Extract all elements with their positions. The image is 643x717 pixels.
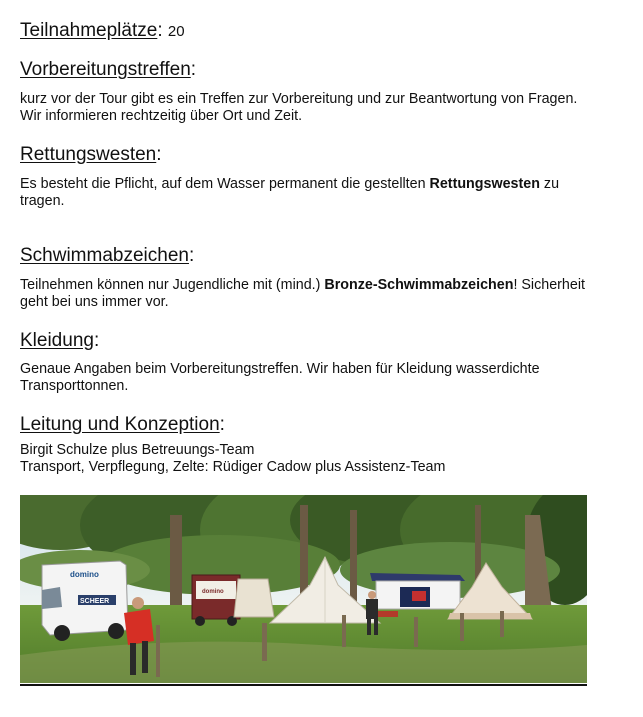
swimming-text-after: ! Sicherheit geht bei uns immer vor. bbox=[20, 277, 585, 310]
camp-photo bbox=[20, 495, 587, 683]
van bbox=[42, 561, 128, 641]
awning bbox=[370, 573, 465, 609]
leadership-heading-text: Leitung und Konzeption bbox=[20, 414, 220, 435]
van-brand: domino bbox=[70, 570, 99, 579]
participants-value: 20 bbox=[167, 23, 185, 40]
participants-label: Teilnahmeplätze bbox=[20, 20, 158, 41]
lifejackets-colon: : bbox=[156, 144, 162, 165]
swimming-text-before: Teilnehmen können nur Jugendliche mit (mind.) bbox=[20, 277, 325, 293]
trailer bbox=[192, 575, 240, 626]
swimming-heading-text: Schwimmabzeichen bbox=[20, 245, 189, 266]
section-swimming bbox=[20, 245, 587, 311]
swimming-heading bbox=[20, 245, 587, 267]
camp-photo-drawing bbox=[20, 495, 587, 683]
swimming-text bbox=[20, 277, 587, 311]
participants-colon: : bbox=[157, 20, 163, 41]
bottom-rule bbox=[20, 684, 587, 686]
meeting-colon: : bbox=[190, 59, 197, 80]
clothing-text: Genaue Angaben beim Vorbereitungstreffen. Wir haben für Kleidung wasserdichte Transporttonnen. bbox=[20, 361, 540, 394]
meeting-heading bbox=[20, 59, 587, 81]
meeting-heading-text: Vorbereitungstreffen bbox=[20, 59, 191, 80]
clothing-colon: : bbox=[93, 330, 100, 351]
lifejackets-bold: Rettungswesten bbox=[429, 176, 540, 192]
lifejackets-heading bbox=[20, 144, 587, 166]
leadership-heading bbox=[20, 414, 587, 436]
leadership-colon: : bbox=[219, 414, 225, 435]
participants-heading bbox=[20, 20, 587, 43]
van-sign: SCHEER bbox=[80, 598, 110, 605]
swimming-colon: : bbox=[188, 245, 195, 266]
lifejackets-text bbox=[20, 176, 587, 210]
clothing-heading-text: Kleidung bbox=[20, 330, 94, 351]
meeting-text: kurz vor der Tour gibt es ein Treffen zur Vorbereitung und zur Beantwortung von Fragen. Wir informieren rechtzeitig über Ort und Zeit. bbox=[20, 91, 578, 124]
section-participants bbox=[20, 20, 587, 43]
lifejackets-heading-text: Rettungswesten bbox=[20, 144, 157, 165]
leadership-line2: Transport, Verpflegung, Zelte: Rüdiger Cadow plus Assistenz-Team bbox=[20, 459, 446, 475]
leadership-line1: Birgit Schulze plus Betreuungs-Team bbox=[20, 442, 255, 458]
tent-small bbox=[234, 579, 274, 617]
section-meeting bbox=[20, 59, 587, 125]
trailer-brand: domino bbox=[202, 589, 224, 595]
section-clothing bbox=[20, 330, 587, 395]
section-lifejackets bbox=[20, 144, 587, 210]
lifejackets-text-before: Es besteht die Pflicht, auf dem Wasser permanent die gestellten bbox=[20, 176, 430, 192]
swimming-bold: Bronze-Schwimmabzeichen bbox=[324, 277, 514, 293]
clothing-heading bbox=[20, 330, 587, 352]
section-leadership bbox=[20, 414, 587, 476]
lifejackets-text-after: zu tragen. bbox=[20, 176, 560, 209]
